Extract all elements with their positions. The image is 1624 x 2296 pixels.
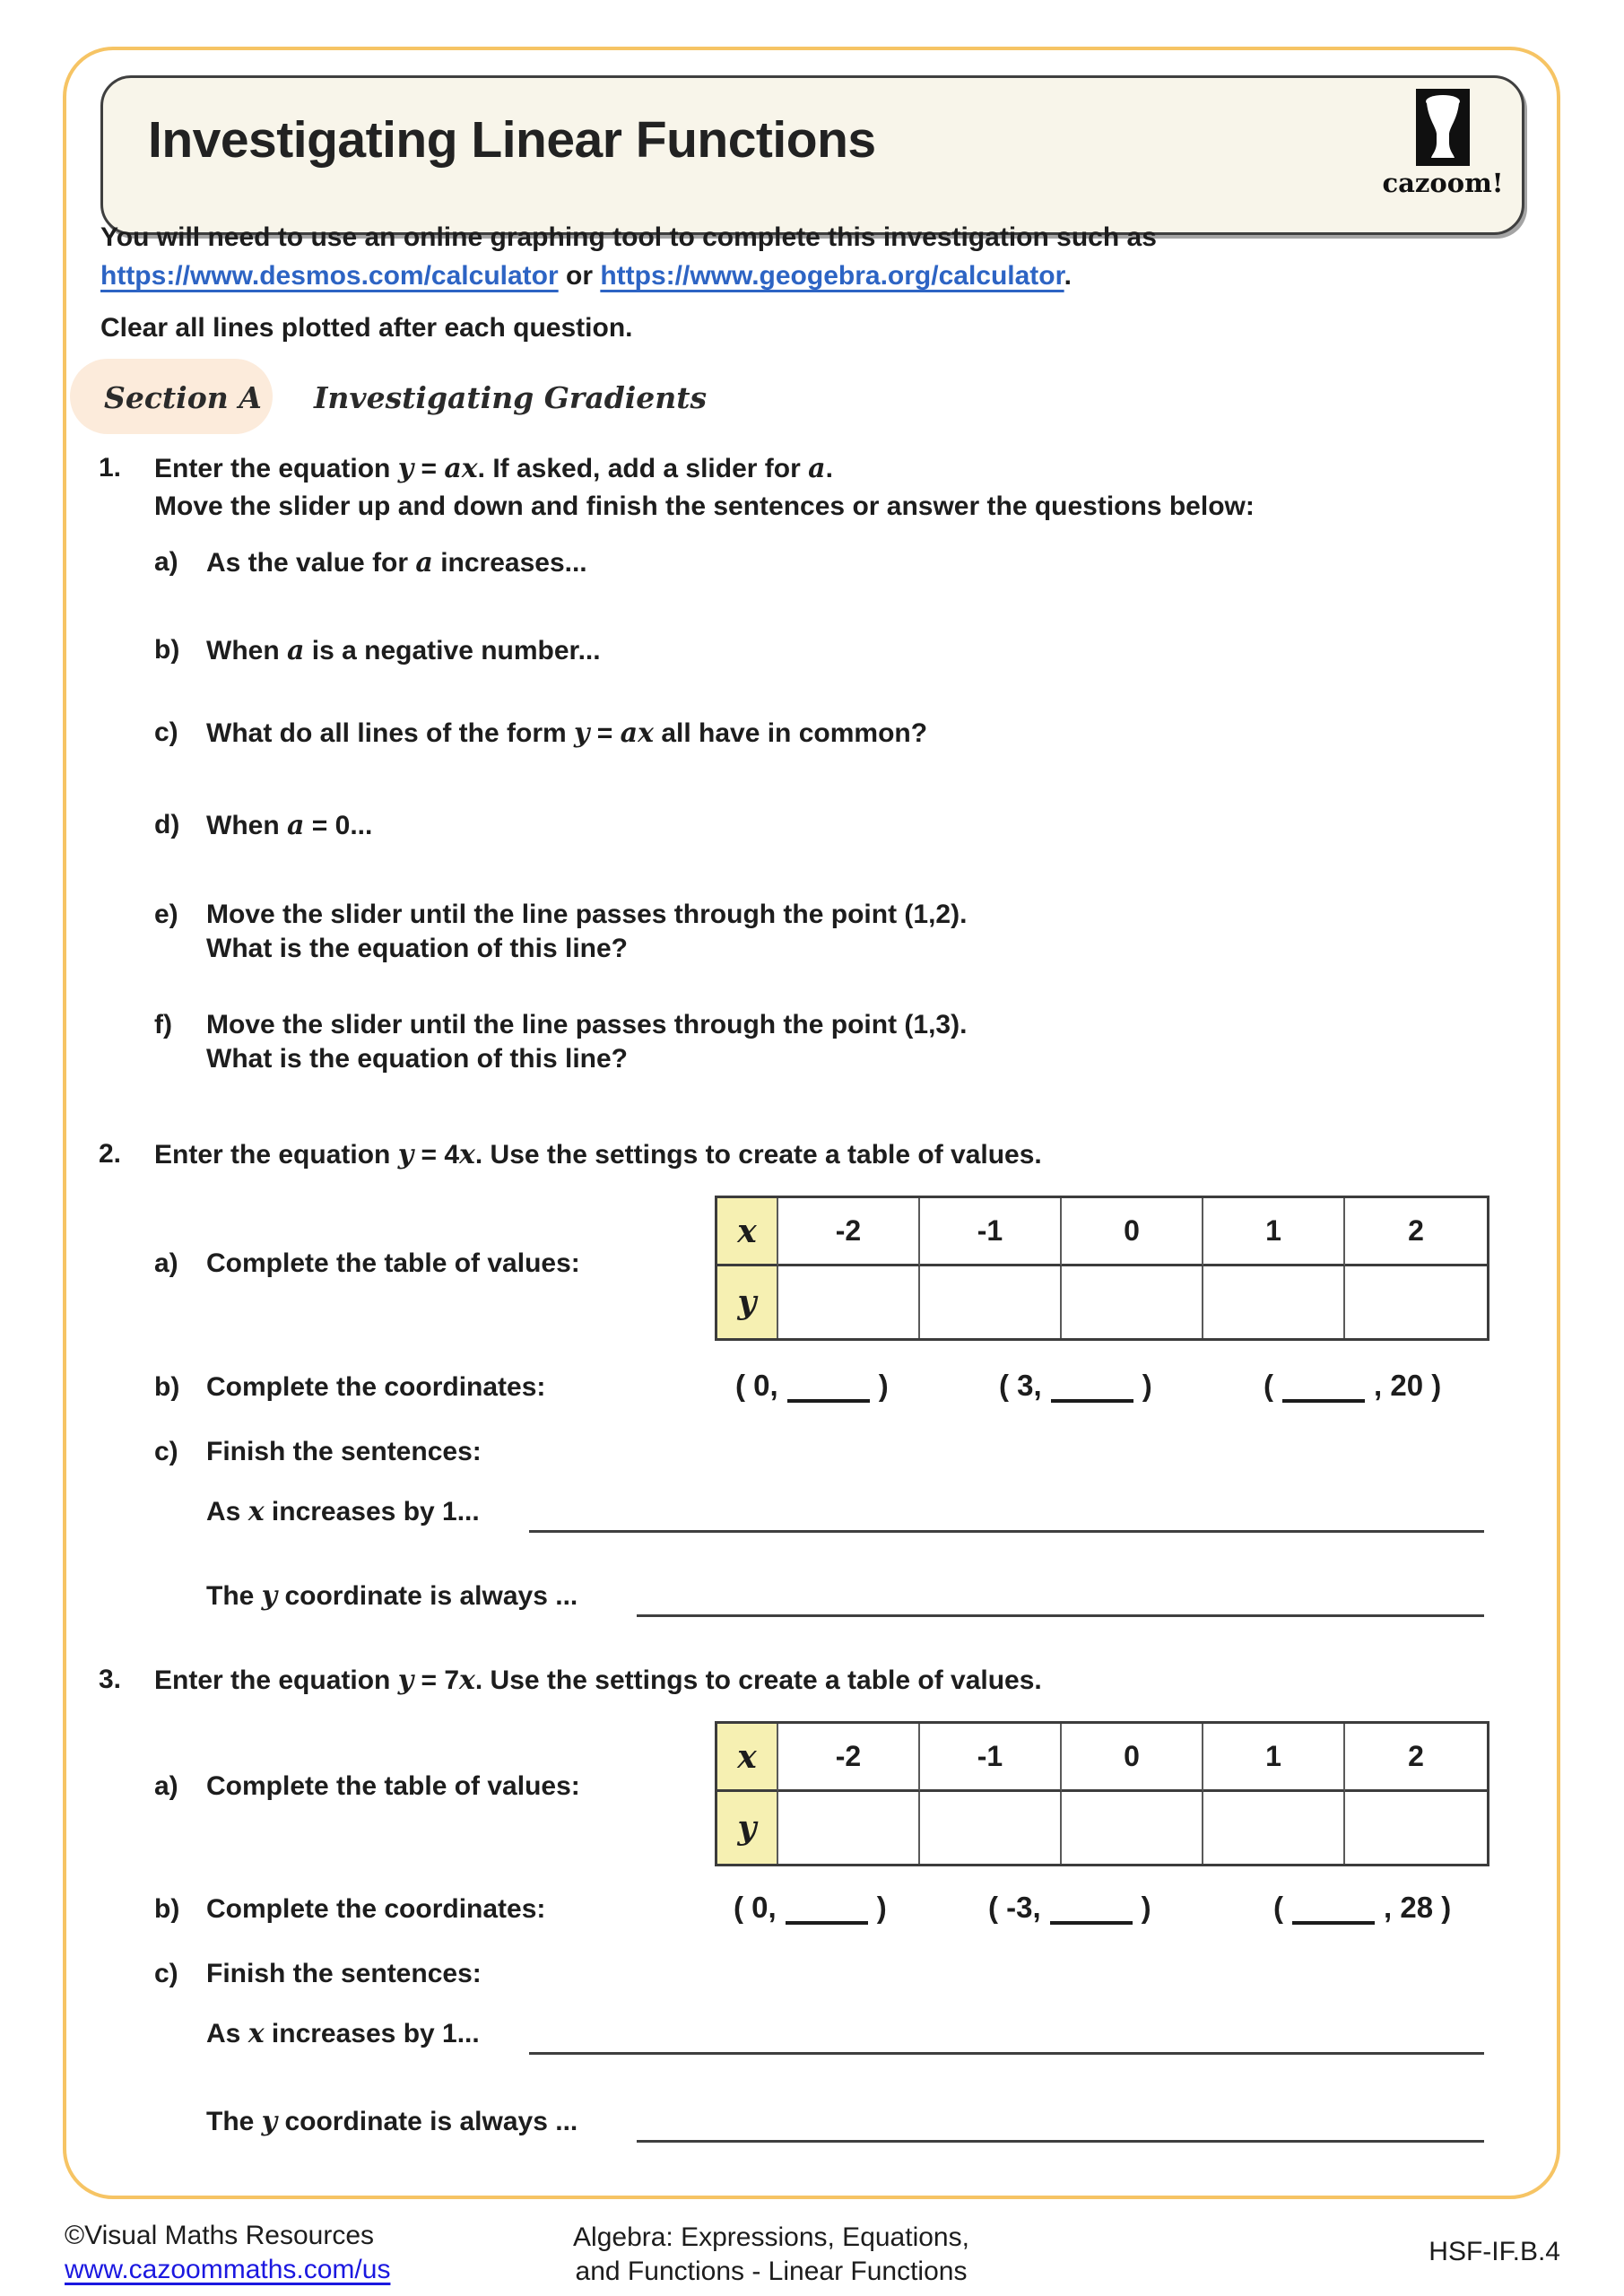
table-cell-blank xyxy=(778,1266,920,1338)
answer-blank xyxy=(1051,1399,1133,1403)
answer-blank xyxy=(1292,1921,1375,1925)
q2-line1 xyxy=(99,1139,1042,1170)
q2-prompt: Enter the equation y = 4x. Use the settings to create a table of values. xyxy=(154,1139,1042,1170)
section-a-label: Section A xyxy=(104,380,262,415)
clear-note: Clear all lines plotted after each question. xyxy=(100,313,633,343)
cazoom-site-link[interactable]: www.cazoommaths.com/us xyxy=(65,2255,391,2284)
answer-line xyxy=(637,2140,1484,2143)
answer-line xyxy=(529,2052,1484,2055)
q2-coordinate-3: ( , 20 ) xyxy=(1264,1369,1442,1402)
q3-table-x-header: x xyxy=(717,1724,778,1792)
q3-table-y-header: y xyxy=(717,1792,778,1864)
cazoom-logo xyxy=(1382,89,1504,198)
table-cell: 1 xyxy=(1203,1198,1345,1266)
q1-line2: Move the slider up and down and finish the sentences or answer the questions below: xyxy=(154,491,1255,521)
q1-f-label: f) xyxy=(154,1010,172,1039)
q1-part-d xyxy=(154,810,372,841)
q2-table-y-header: y xyxy=(717,1266,778,1338)
q1-c-label: c) xyxy=(154,718,178,747)
q3-part-c xyxy=(154,1959,482,1989)
q1-part-a xyxy=(154,547,587,578)
answer-line xyxy=(637,1614,1484,1617)
q2-part-b xyxy=(154,1372,545,1403)
q2-c-text: Finish the sentences: xyxy=(206,1437,482,1466)
table-cell-blank xyxy=(1345,1266,1487,1338)
q3-table xyxy=(715,1721,1489,1866)
geogebra-link[interactable]: https://www.geogebra.org/calculator xyxy=(600,261,1064,291)
q1-d-label: d) xyxy=(154,810,180,839)
page-title: Investigating Linear Functions xyxy=(148,111,876,169)
q3-c-label: c) xyxy=(154,1959,178,1988)
table-cell-blank xyxy=(778,1792,920,1864)
q3-b-text: Complete the coordinates: xyxy=(206,1894,546,1924)
q2-number: 2. xyxy=(99,1139,122,1169)
table-cell: 0 xyxy=(1062,1198,1203,1266)
q3-coordinate-2: ( -3, ) xyxy=(988,1891,1151,1924)
header-box xyxy=(100,75,1524,235)
q3-a-text: Complete the table of values: xyxy=(206,1771,580,1801)
q1-b-label: b) xyxy=(154,635,180,665)
q3-sentence-1: As x increases by 1... xyxy=(206,2018,480,2049)
q1-d-text: When a = 0... xyxy=(206,810,373,841)
answer-blank xyxy=(1050,1921,1133,1925)
q1-f-text: Move the slider until the line passes through the point (1,3). xyxy=(206,1010,968,1039)
table-cell-blank xyxy=(1203,1792,1345,1864)
q2-sentence-2: The y coordinate is always ... xyxy=(206,1580,578,1612)
answer-blank xyxy=(1282,1399,1365,1403)
table-cell: -1 xyxy=(920,1724,1062,1792)
q3-sentence-2: The y coordinate is always ... xyxy=(206,2106,578,2137)
q1-part-b xyxy=(154,635,601,666)
footer-category xyxy=(484,2221,1058,2289)
q3-coordinate-1: ( 0, ) xyxy=(734,1891,887,1924)
table-cell-blank xyxy=(1203,1266,1345,1338)
q2-c-label: c) xyxy=(154,1437,178,1466)
q3-b-label: b) xyxy=(154,1894,180,1924)
q1-prompt: Enter the equation y = ax. If asked, add a slider for a. xyxy=(154,453,833,484)
answer-line xyxy=(529,1530,1484,1533)
q2-part-c xyxy=(154,1437,482,1467)
footer-standard-code: HSF-IF.B.4 xyxy=(1429,2237,1560,2266)
q1-c-text: What do all lines of the form y = ax all have in common? xyxy=(206,718,928,749)
q1-e-label: e) xyxy=(154,900,178,929)
table-cell-blank xyxy=(1062,1266,1203,1338)
table-cell: -1 xyxy=(920,1198,1062,1266)
q3-c-text: Finish the sentences: xyxy=(206,1959,482,1988)
table-cell: -2 xyxy=(778,1724,920,1792)
q1-e-text-2: What is the equation of this line? xyxy=(206,934,628,963)
drum-icon xyxy=(1416,89,1470,166)
table-cell-blank xyxy=(1345,1792,1487,1864)
brand-name: cazoom! xyxy=(1382,168,1504,198)
table-cell-blank xyxy=(1062,1792,1203,1864)
q1-f-text-2: What is the equation of this line? xyxy=(206,1044,628,1074)
answer-blank xyxy=(786,1921,868,1925)
table-cell-blank xyxy=(920,1266,1062,1338)
q1-a-text: As the value for a increases... xyxy=(206,547,587,578)
q2-a-text: Complete the table of values: xyxy=(206,1248,580,1278)
footer-category-line2: and Functions - Linear Functions xyxy=(575,2257,968,2286)
desmos-link[interactable]: https://www.desmos.com/calculator xyxy=(100,261,559,291)
intro-line-2 xyxy=(100,261,1072,291)
q1-a-label: a) xyxy=(154,547,178,577)
q2-table xyxy=(715,1196,1489,1341)
answer-blank xyxy=(787,1399,870,1403)
q1-part-c xyxy=(154,718,927,749)
q2-sentence-1: As x increases by 1... xyxy=(206,1496,480,1527)
table-cell: 2 xyxy=(1345,1198,1487,1266)
table-cell-blank xyxy=(920,1792,1062,1864)
content-frame xyxy=(63,47,1560,2199)
q2-coordinate-1: ( 0, ) xyxy=(735,1369,889,1402)
intro-line-1: You will need to use an online graphing tool to complete this investigation such as xyxy=(100,222,1157,252)
q1-number: 1. xyxy=(99,453,122,483)
q1-e-text: Move the slider until the line passes through the point (1,2). xyxy=(206,900,968,929)
q3-part-a xyxy=(154,1771,580,1802)
q2-table-x-header: x xyxy=(717,1198,778,1266)
table-cell: 2 xyxy=(1345,1724,1487,1792)
q2-part-a xyxy=(154,1248,580,1279)
table-cell: -2 xyxy=(778,1198,920,1266)
q1-b-text: When a is a negative number... xyxy=(206,635,601,666)
q2-b-text: Complete the coordinates: xyxy=(206,1372,546,1402)
q1-part-e xyxy=(154,900,967,930)
q3-line1 xyxy=(99,1665,1042,1696)
q1-line1 xyxy=(99,453,833,484)
q1-part-f xyxy=(154,1010,967,1040)
q3-prompt: Enter the equation y = 7x. Use the settings to create a table of values. xyxy=(154,1665,1042,1696)
footer-site xyxy=(65,2255,390,2285)
q2-coordinate-2: ( 3, ) xyxy=(999,1369,1152,1402)
q3-a-label: a) xyxy=(154,1771,178,1801)
table-cell: 1 xyxy=(1203,1724,1345,1792)
q3-number: 3. xyxy=(99,1665,122,1694)
q3-coordinate-3: ( , 28 ) xyxy=(1273,1891,1452,1924)
q3-part-b xyxy=(154,1894,545,1925)
section-a-title: Investigating Gradients xyxy=(314,380,708,415)
q2-a-label: a) xyxy=(154,1248,178,1278)
q2-b-label: b) xyxy=(154,1372,180,1402)
footer-copyright: ©Visual Maths Resources xyxy=(65,2221,375,2250)
footer-category-line1: Algebra: Expressions, Equations, xyxy=(573,2222,969,2252)
link-connector: or xyxy=(558,261,601,291)
sentence-period: . xyxy=(1064,261,1072,291)
table-cell: 0 xyxy=(1062,1724,1203,1792)
